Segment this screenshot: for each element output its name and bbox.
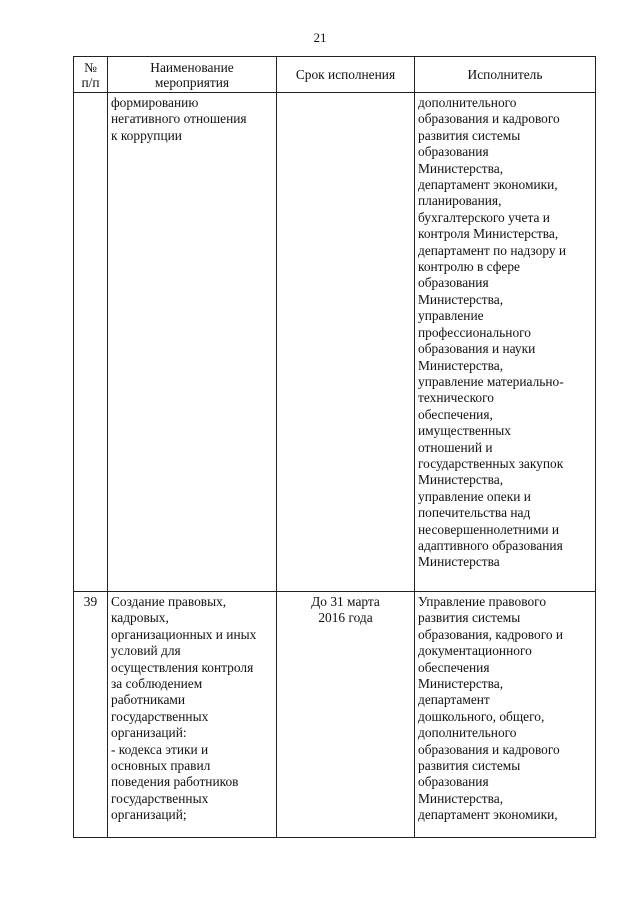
executor-line: Министерства, — [418, 160, 504, 176]
header-name-line: мероприятия — [154, 74, 230, 90]
executor-line: развития системы — [418, 758, 521, 774]
executor-line: адаптивного образования — [418, 537, 563, 553]
executor-line: образования — [418, 774, 489, 790]
table-row — [74, 93, 596, 592]
name-line: государственных — [111, 708, 209, 724]
name-line: к коррупции — [111, 127, 182, 143]
name-line: поведения работников — [111, 774, 239, 790]
row-name-cell — [108, 592, 277, 838]
name-line: - кодекса этики и — [111, 741, 209, 757]
executor-line: дополнительного — [418, 95, 517, 110]
executor-line: департамент экономики, — [418, 177, 558, 193]
row-number: 39 — [74, 592, 108, 838]
term-line: До 31 марта — [311, 594, 380, 609]
executor-line: департамент по надзору и — [418, 242, 567, 258]
executor-line: контролю в сфере — [418, 259, 520, 275]
executor-line: Министерства, — [418, 472, 504, 488]
executor-line: обеспечения, — [418, 406, 493, 422]
executor-line: управление опеки и — [418, 488, 531, 504]
table-header-row — [74, 57, 596, 93]
executor-line: образования и кадрового — [418, 111, 560, 127]
executor-line: технического — [418, 390, 494, 406]
name-line: кадровых, — [111, 610, 169, 626]
table-row — [74, 592, 596, 838]
header-name-line: Наименование — [150, 59, 234, 75]
executor-line: планирования, — [418, 193, 502, 209]
executor-line: Министерства, — [418, 357, 504, 373]
row-term-cell — [277, 93, 415, 592]
measures-table — [73, 56, 596, 838]
name-line: государственных — [111, 790, 209, 806]
executor-line: управление материально- — [418, 373, 564, 389]
executor-line: дошкольного, общего, — [418, 708, 545, 724]
executor-line: департамент — [418, 692, 490, 708]
header-num — [74, 57, 108, 93]
executor-line: управление — [418, 308, 484, 324]
name-line: за соблюдением — [111, 676, 203, 692]
executor-line: Министерства, — [418, 676, 504, 692]
header-num-line: № — [84, 59, 97, 75]
executor-line: попечительства над — [418, 505, 531, 521]
executor-line: государственных закупок — [418, 455, 564, 471]
row-executor-cell — [415, 93, 596, 592]
executor-line: образования и кадрового — [418, 741, 560, 757]
header-name — [108, 57, 277, 93]
executor-line: обеспечения — [418, 659, 490, 675]
executor-line: образования, кадрового и — [418, 626, 564, 642]
executor-line: департамент экономики, — [418, 807, 558, 823]
name-line: организаций: — [111, 725, 187, 741]
executor-line: контроля Министерства, — [418, 226, 559, 242]
executor-line: развития системы — [418, 610, 521, 626]
name-line: Создание правовых, — [111, 594, 227, 609]
name-line: организационных и иных — [111, 626, 257, 642]
executor-line: бухгалтерского учета и — [418, 209, 550, 225]
name-line: осуществления контроля — [111, 659, 254, 675]
executor-line: несовершеннолетними и — [418, 521, 560, 537]
executor-line: документационного — [418, 643, 532, 659]
name-line: условий для — [111, 643, 181, 659]
row-name-cell — [108, 93, 277, 592]
header-executor: Исполнитель — [415, 57, 596, 93]
row-number — [74, 93, 108, 592]
row-executor-cell — [415, 592, 596, 838]
header-num-line: п/п — [81, 74, 100, 90]
executor-line: профессионального — [418, 324, 531, 340]
name-line: работниками — [111, 692, 186, 708]
name-line: организаций; — [111, 807, 187, 823]
executor-line: имущественных — [418, 423, 511, 439]
name-line: основных правил — [111, 758, 211, 774]
term-line: 2016 года — [318, 610, 373, 626]
executor-line: Министерства, — [418, 291, 504, 307]
name-line: формированию — [111, 95, 199, 110]
executor-line: Министерства — [418, 554, 500, 570]
executor-line: образования и науки — [418, 341, 536, 357]
name-line: негативного отношения — [111, 111, 247, 127]
page-number: 21 — [313, 30, 327, 45]
executor-line: Управление правового — [418, 594, 547, 609]
executor-line: дополнительного — [418, 725, 517, 741]
executor-line: отношений и — [418, 439, 493, 455]
executor-line: образования — [418, 275, 489, 291]
row-term-cell — [277, 592, 415, 838]
executor-line: Министерства, — [418, 790, 504, 806]
header-term: Срок исполнения — [277, 57, 415, 93]
executor-line: образования — [418, 144, 489, 160]
executor-line: развития системы — [418, 127, 521, 143]
